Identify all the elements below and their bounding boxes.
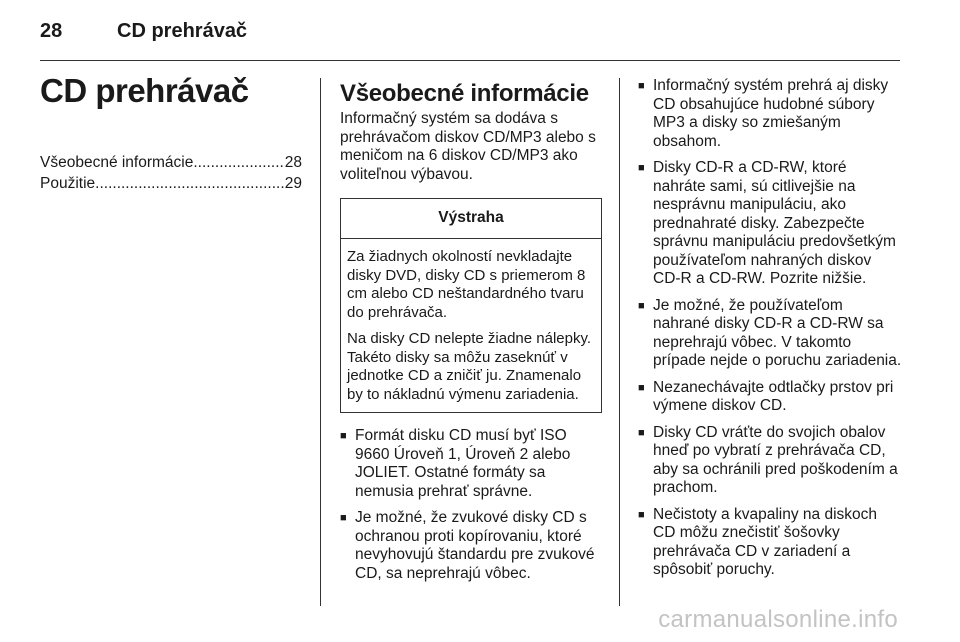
toc-label: Všeobecné informácie: [40, 154, 194, 171]
list-item-text: Informačný systém prehrá aj disky CD obsahujúce hudobné súbory MP3 a disky so zmiešaným obsahom.: [653, 77, 889, 150]
warning-paragraph: Za žiadnych okolností nevkladajte disky DVD, disky CD s priemerom 8 cm alebo CD neštandardného tvaru do prehrávača.: [347, 248, 586, 321]
column-divider-right: [619, 78, 620, 606]
toc-leader-dots: [95, 173, 285, 194]
list-item: [638, 506, 902, 580]
bullet-square-icon: ■: [340, 512, 347, 524]
list-item: [638, 159, 902, 289]
bullet-list-middle: [340, 427, 602, 583]
warning-box: [340, 198, 602, 413]
watermark-text: carmanualsonline.info: [658, 606, 898, 633]
right-column: [638, 77, 902, 588]
column-divider-left: [320, 78, 321, 606]
list-item-text: Je možné, že používateľom nahrané disky CD-R a CD-RW sa neprehrajú vôbec. V takomto prípade nejde o poruchu zariadenia.: [653, 296, 902, 369]
warning-paragraph: Na disky CD nelepte žiadne nálepky. Takéto disky sa môžu zaseknúť v jednotke CD a zničiť ju. Znamenalo by to nákladnú výmenu zariadenia.: [347, 330, 592, 403]
toc-page-number: 29: [284, 175, 302, 192]
list-item: [340, 509, 602, 583]
list-item-text: Je možné, že zvukové disky CD s ochranou proti kopírovaniu, ktoré nevyhovujú štandardu pre zvukové CD, sa neprehrajú vôbec.: [355, 509, 595, 582]
bullet-square-icon: ■: [340, 430, 347, 442]
bullet-square-icon: ■: [638, 162, 645, 174]
list-item-text: Disky CD vráťte do svojich obalov hneď po vybratí z prehrávača CD, aby sa ochránili pred poškodením a prachom.: [653, 423, 898, 496]
toc-page-number: 28: [284, 154, 302, 171]
toc-item-general-info[interactable]: [40, 152, 302, 173]
toc-label: Použitie: [40, 175, 96, 192]
section-title: Všeobecné informácie: [340, 80, 589, 107]
bullet-square-icon: ■: [638, 508, 645, 521]
toc-item-usage[interactable]: [40, 173, 302, 194]
list-item: [638, 424, 902, 498]
page-number: 28: [40, 20, 63, 42]
list-item: [638, 77, 902, 151]
running-header-title: CD prehrávač: [117, 20, 248, 42]
list-item: [340, 427, 602, 501]
toc-leader-dots: [193, 152, 284, 173]
bullet-square-icon: ■: [638, 381, 645, 394]
bullet-square-icon: ■: [638, 299, 645, 312]
warning-title: Výstraha: [341, 199, 601, 239]
list-item-text: Nečistoty a kvapaliny na diskoch CD môžu znečistiť šošovky prehrávača CD v zariadení a spôsobiť poruchy.: [653, 505, 878, 578]
list-item: [638, 297, 902, 371]
list-item-text: Disky CD-R a CD-RW, ktoré nahráte sami, sú citlivejšie na nesprávnu manipuláciu, ako prednahraté disky. Zabezpečte správnu manipuláciu predovšetkým používateľom nahraných diskov CD-R a CD-RW. Pozrite nižšie.: [653, 159, 896, 287]
header-rule: [40, 60, 900, 61]
list-item-text: Formát disku CD musí byť ISO 9660 Úroveň 1, Úroveň 2 alebo JOLIET. Ostatné formáty sa nemusia prehrať správne.: [355, 427, 571, 500]
middle-column: [340, 80, 602, 591]
bullet-square-icon: ■: [638, 80, 645, 92]
intro-paragraph: Informačný systém sa dodáva s prehrávačom diskov CD/MP3 alebo s meničom na 6 diskov CD/MP3 ako voliteľnou výbavou.: [340, 110, 596, 183]
list-item-text: Nezanechávajte odtlačky prstov pri výmene diskov CD.: [653, 378, 894, 414]
chapter-column: [40, 72, 302, 194]
chapter-title: CD prehrávač: [40, 72, 249, 109]
warning-body: [341, 239, 601, 412]
list-item: [638, 379, 902, 416]
bullet-square-icon: ■: [638, 426, 645, 439]
bullet-list-right: [638, 77, 902, 580]
